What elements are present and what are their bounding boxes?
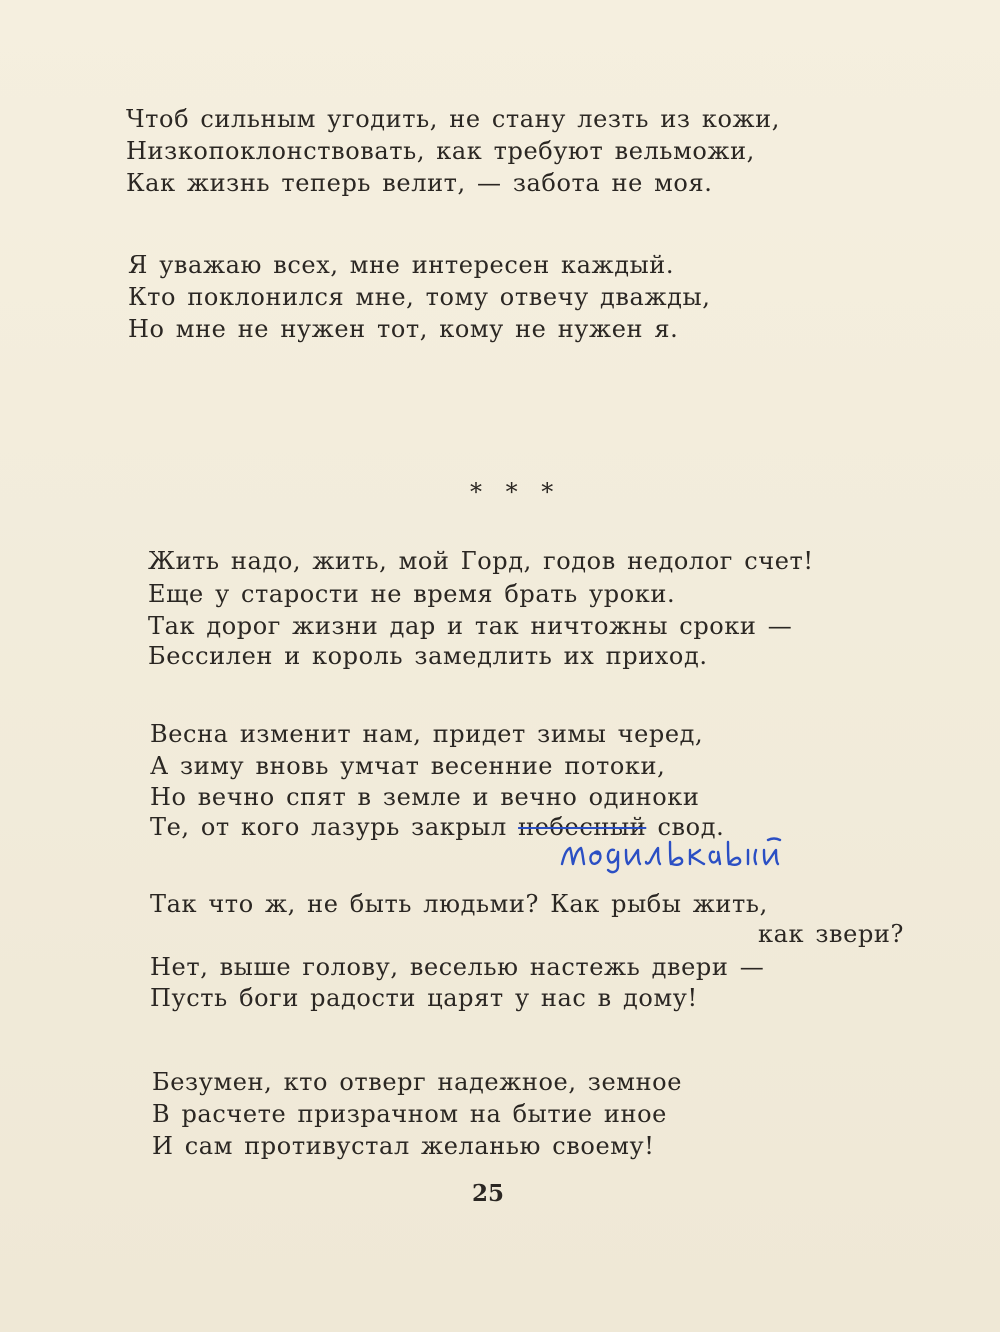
stanza-3-line-3: Так дорог жизни дар и так ничтожны сроки — (148, 612, 793, 640)
stanza-4-line-2: А зиму вновь умчат весенние потоки, (150, 752, 666, 780)
stanza-3-line-4: Бессилен и король замедлить их приход. (148, 642, 708, 670)
stanza-4-line-4-start: Те, от кого лазурь закрыл (150, 813, 519, 841)
stanza-4-line-4-end: свод. (646, 813, 725, 841)
stanza-4-line-3: Но вечно спят в земле и вечно одиноки (150, 783, 700, 811)
stanza-2-line-3: Но мне не нужен тот, кому не нужен я. (128, 315, 679, 343)
stanza-2-line-1: Я уважаю всех, мне интересен каждый. (128, 251, 675, 279)
stanza-2-line-2: Кто поклонился мне, тому отвечу дважды, (128, 283, 711, 311)
stanza-1-line-3: Как жизнь теперь велит, — забота не моя. (126, 169, 713, 197)
stanza-6-line-1: Безумен, кто отверг надежное, земное (152, 1068, 683, 1096)
stanza-5-line-1-continuation: как звери? (758, 920, 904, 948)
stanza-3-line-1: Жить надо, жить, мой Горд, годов недолог счет! (148, 547, 814, 575)
stanza-3-line-2: Еще у старости не время брать уроки. (148, 580, 676, 608)
stanza-1-line-1: Чтоб сильным угодить, не стану лезть из кожи, (126, 105, 780, 133)
section-separator: * * * (470, 478, 562, 506)
stanza-6-line-2: В расчете призрачном на бытие иное (152, 1100, 667, 1128)
stanza-4-line-1: Весна изменит нам, придет зимы черед, (150, 720, 704, 748)
stanza-5-line-3: Пусть боги радости царят у нас в дому! (150, 984, 698, 1012)
struck-word: небесный (518, 813, 647, 841)
handwritten-correction (558, 828, 798, 876)
stanza-1-line-2: Низкопоклонствовать, как требуют вельможи, (126, 137, 755, 165)
stanza-5-line-2: Нет, выше голову, веселью настежь двери — (150, 953, 765, 981)
stanza-5-line-1: Так что ж, не быть людьми? Как рыбы жить, (150, 890, 768, 918)
page-number: 25 (472, 1180, 505, 1207)
stanza-6-line-3: И сам противустал желанью своему! (152, 1132, 655, 1160)
